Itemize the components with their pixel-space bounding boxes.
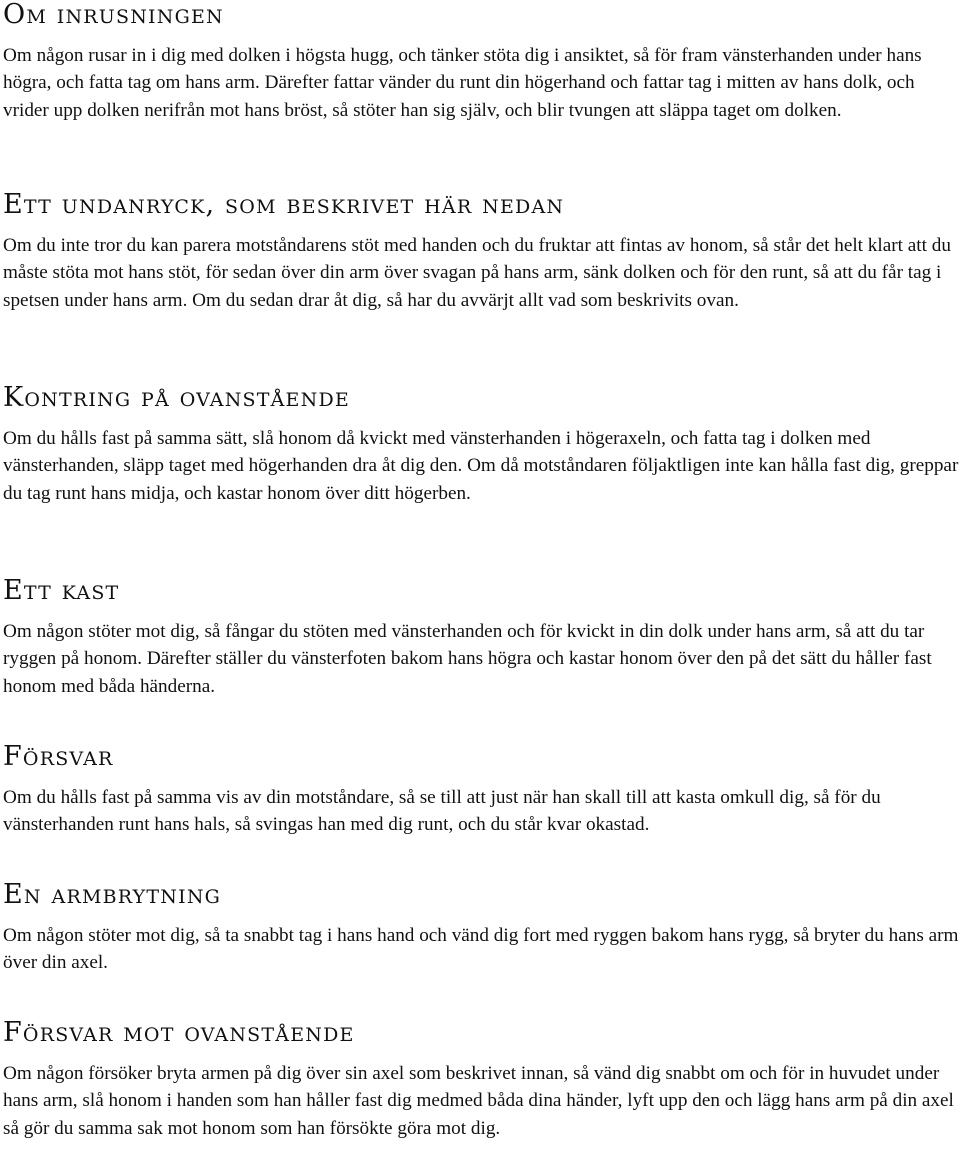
section-paragraph: Om du hålls fast på samma vis av din motståndare, så se till att just när han skall till att kasta omkull dig, så för du vänsterhanden runt hans hals, så svingas han med dig runt, och du står kvar okastad. [3, 787, 881, 836]
section-ett-undanryck [3, 190, 959, 314]
section-en-armbrytning [3, 880, 959, 977]
section-forsvar-mot-ovanstaende [3, 1018, 959, 1142]
section-heading: Försvar [3, 741, 114, 772]
section-heading: Ett undanryck, som beskrivet här nedan [3, 189, 565, 220]
section-paragraph: Om någon stöter mot dig, så fångar du stöten med vänsterhanden och för kvickt in din dolk under hans arm, så att du tar ryggen på honom. Därefter ställer du vänsterfoten bakom hans högra och kastar honom över den på det sätt du håller fast honom med båda händerna. [3, 621, 932, 697]
section-heading: Försvar mot ovanstående [3, 1017, 355, 1048]
section-paragraph: Om du inte tror du kan parera motståndarens stöt med handen och du fruktar att fintas av honom, så står det helt klart att du måste stöta mot hans stöt, för sedan över din arm över svagan på hans arm, sänk dolken och för den runt, så att du får tag i spetsen under hans arm. Om du sedan drar åt dig, så har du avvärjt allt vad som beskrivits ovan. [3, 235, 951, 311]
section-kontring [3, 383, 959, 507]
section-forsvar [3, 742, 959, 839]
section-paragraph: Om du hålls fast på samma sätt, slå honom då kvickt med vänsterhanden i högeraxeln, och fatta tag i dolken med vänsterhanden, släpp taget med högerhanden dra åt dig den. Om då motståndaren följaktligen inte kan hålla fast dig, greppar du tag runt hans midja, och kastar honom över ditt högerben. [3, 428, 959, 504]
section-paragraph: Om någon stöter mot dig, så ta snabbt tag i hans hand och vänd dig fort med ryggen bakom hans rygg, så bryter du hans arm över din axel. [3, 925, 959, 974]
section-heading: Kontring på ovanstående [3, 382, 350, 413]
section-heading: En armbrytning [3, 879, 222, 910]
section-paragraph: Om någon försöker bryta armen på dig över sin axel som beskrivet innan, så vänd dig snabbt om och för in huvudet under hans arm, slå honom i handen som han håller fast dig medmed båda dina händer, lyft upp den och lägg hans arm på din axel så gör du samma sak mot honom som han försökte göra mot dig. [3, 1063, 954, 1139]
section-ett-kast [3, 576, 959, 700]
section-heading: Om inrusningen [3, 0, 224, 30]
section-om-inrusningen [3, 0, 959, 124]
section-paragraph: Om någon rusar in i dig med dolken i högsta hugg, och tänker stöta dig i ansiktet, så för fram vänsterhanden under hans högra, och fatta tag om hans arm. Därefter fattar vänder du runt din högerhand och fattar tag i mitten av hans dolk, och vrider upp dolken nerifrån mot hans bröst, så stöter han sig själv, och blir tvungen att släppa taget om dolken. [3, 45, 922, 121]
section-heading: Ett kast [3, 575, 120, 606]
